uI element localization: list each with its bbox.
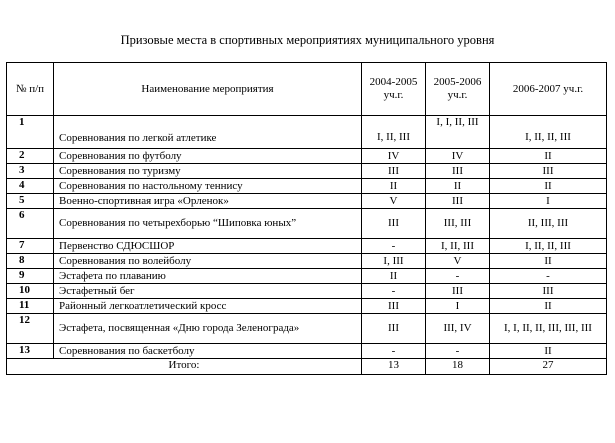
row-num: 13 [7, 344, 54, 359]
row-name: Эстафета по плаванию [54, 269, 362, 284]
row-year1: I, II, III [362, 116, 426, 149]
row-name: Эстафета, посвященная «Дню города Зеленограда» [54, 314, 362, 344]
row-year1: I, III [362, 254, 426, 269]
row-year2: I, I, II, III [426, 116, 490, 149]
row-name: Соревнования по настольному теннису [54, 179, 362, 194]
row-year3: II, III, III [490, 209, 607, 239]
row-year2: III, III [426, 209, 490, 239]
row-year1: III [362, 209, 426, 239]
row-year3: II [490, 149, 607, 164]
row-year2: I [426, 299, 490, 314]
table-row [7, 194, 607, 209]
header-year-2006: 2006-2007 уч.г. [490, 63, 607, 116]
row-num: 7 [7, 239, 54, 254]
document-title: Призовые места в спортивных мероприятиях муниципального уровня [120, 33, 495, 47]
total-year2: 18 [426, 359, 490, 375]
row-year3: II [490, 344, 607, 359]
row-year2: III [426, 284, 490, 299]
row-year2: I, II, III [426, 239, 490, 254]
row-year3: I, II, II, III [490, 116, 607, 149]
row-num: 9 [7, 269, 54, 284]
row-year1: III [362, 314, 426, 344]
row-year2: III [426, 194, 490, 209]
row-year3: II [490, 299, 607, 314]
row-year1: V [362, 194, 426, 209]
header-year-2005: 2005-2006 уч.г. [426, 63, 490, 116]
row-year2: - [426, 269, 490, 284]
row-year3: III [490, 284, 607, 299]
row-num: 12 [7, 314, 54, 344]
table-row [7, 299, 607, 314]
row-year3: II [490, 179, 607, 194]
row-year3: I, I, II, II, III, III, III [490, 314, 607, 344]
header-num: № п/п [7, 63, 54, 116]
total-year1: 13 [362, 359, 426, 375]
row-year1: III [362, 164, 426, 179]
row-year2: V [426, 254, 490, 269]
row-year1: - [362, 344, 426, 359]
total-year3: 27 [490, 359, 607, 375]
row-year3: I, II, II, III [490, 239, 607, 254]
total-label: Итого: [7, 359, 362, 375]
row-year3: II [490, 254, 607, 269]
table-total-row [7, 359, 607, 375]
row-year2: IV [426, 149, 490, 164]
row-year3: - [490, 269, 607, 284]
row-num: 10 [7, 284, 54, 299]
table-row [7, 269, 607, 284]
table-row [7, 284, 607, 299]
row-num: 2 [7, 149, 54, 164]
row-name: Соревнования по баскетболу [54, 344, 362, 359]
table-row [7, 179, 607, 194]
row-name: Соревнования по волейболу [54, 254, 362, 269]
row-num: 1 [7, 116, 54, 149]
row-name: Соревнования по легкой атлетике [54, 116, 362, 149]
table-row [7, 164, 607, 179]
header-name: Наименование мероприятия [54, 63, 362, 116]
row-num: 8 [7, 254, 54, 269]
table-row [7, 314, 607, 344]
row-year1: - [362, 239, 426, 254]
row-year1: - [362, 284, 426, 299]
row-year1: IV [362, 149, 426, 164]
row-year2: III, IV [426, 314, 490, 344]
row-name: Соревнования по туризму [54, 164, 362, 179]
row-name: Районный легкоатлетический кросс [54, 299, 362, 314]
row-year3: I [490, 194, 607, 209]
row-num: 6 [7, 209, 54, 239]
awards-table [6, 62, 607, 375]
row-num: 3 [7, 164, 54, 179]
row-year2: - [426, 344, 490, 359]
table-header-row [7, 63, 607, 116]
table-row [7, 239, 607, 254]
row-name: Военно-спортивная игра «Орленок» [54, 194, 362, 209]
table-row [7, 116, 607, 149]
table-row [7, 209, 607, 239]
row-num: 11 [7, 299, 54, 314]
row-year2: III [426, 164, 490, 179]
table-row [7, 344, 607, 359]
row-year2: II [426, 179, 490, 194]
row-year1: II [362, 179, 426, 194]
row-num: 4 [7, 179, 54, 194]
table-row [7, 254, 607, 269]
row-num: 5 [7, 194, 54, 209]
row-year1: III [362, 299, 426, 314]
row-year1: II [362, 269, 426, 284]
row-name: Первенство СДЮСШОР [54, 239, 362, 254]
row-name: Соревнования по футболу [54, 149, 362, 164]
row-year3: III [490, 164, 607, 179]
row-name: Эстафетный бег [54, 284, 362, 299]
table-row [7, 149, 607, 164]
row-name: Соревнования по четырехборью “Шиповка юных” [54, 209, 362, 239]
header-year-2004: 2004-2005 уч.г. [362, 63, 426, 116]
